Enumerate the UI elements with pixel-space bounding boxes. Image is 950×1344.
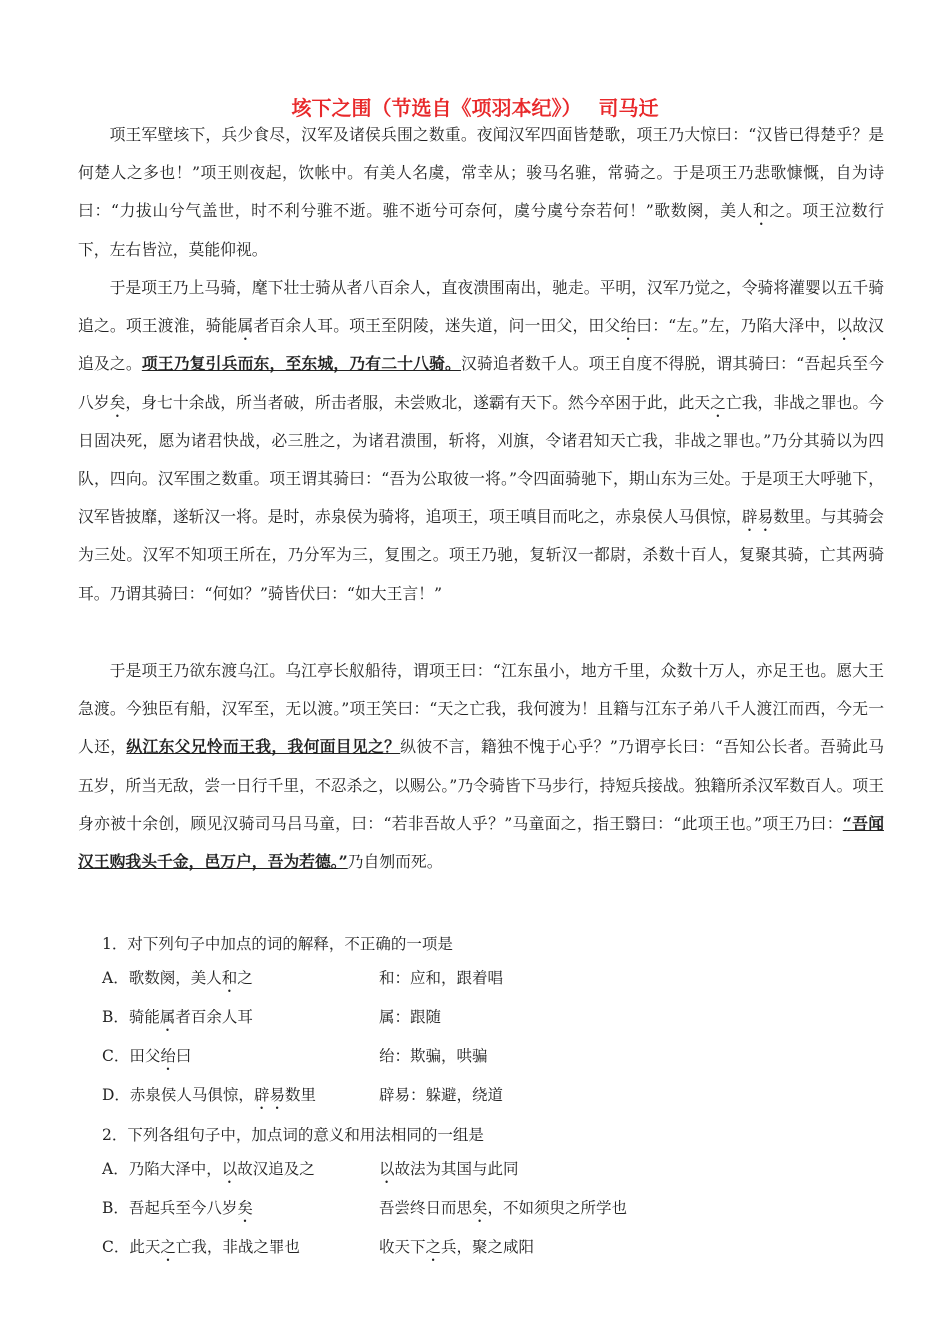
option-sentence xyxy=(102,1235,300,1265)
answer-option xyxy=(102,1235,862,1259)
option-sentence xyxy=(102,1005,253,1035)
text-run: 汉骑追者数千人。项王自度不得脱，谓其骑曰：“吾起兵至今八岁 xyxy=(78,354,884,412)
text-run: 数里 xyxy=(284,1086,316,1104)
text-run: 故汉追及之。 xyxy=(78,316,884,374)
text-run: 属：跟随 xyxy=(379,1008,442,1026)
question-stem: 2．下列各组句子中，加点词的意义和用法相同的一组是 xyxy=(102,1126,484,1144)
underlined-sentence: “吾闻汉王购我头千金，邑万户，吾为若德。” xyxy=(78,813,884,872)
text-run: 兵，聚之咸阳 xyxy=(441,1238,535,1256)
text-run: 辟易：躲避，绕道 xyxy=(379,1086,504,1104)
dotted-word: 矣 xyxy=(109,392,126,412)
option-sentence xyxy=(102,1044,191,1074)
underlined-sentence: 项王乃复引兵而东，至东城，乃有二十八骑。 xyxy=(141,354,462,374)
text-run: 故法为其国与此同 xyxy=(394,1160,519,1178)
text-run: 亡我，非战之罪也 xyxy=(175,1238,300,1256)
paragraph xyxy=(78,269,884,613)
dotted-word: 以 xyxy=(221,1160,238,1178)
dotted-word: 矣 xyxy=(237,1199,253,1217)
text-run: 收天下 xyxy=(379,1238,426,1256)
dotted-word: 之 xyxy=(710,392,726,412)
dotted-word: 绐 xyxy=(620,316,637,336)
text-run: 故汉追及之 xyxy=(237,1160,315,1178)
question-stem: 1．对下列句子中加点的词的解释，不正确的一项是 xyxy=(102,935,453,953)
option-gloss xyxy=(379,1196,627,1226)
text-run: 数里。与其骑会为三处。汉军不知项王所在，乃分军为三，复围之。项王乃驰，复斩汉一都尉，杀数十百人，复聚其骑，亡其两骑耳。乃谓其骑曰：“何如？”骑皆伏曰：“如大王言！” xyxy=(78,507,884,603)
dotted-word: 属 xyxy=(237,316,254,336)
option-gloss xyxy=(379,1157,519,1187)
text-run: 和：应和，跟着唱 xyxy=(379,969,504,987)
underlined-sentence: 纵江东父兄怜而王我，我何面目见之？ xyxy=(126,737,401,757)
option-gloss xyxy=(379,1083,503,1107)
dotted-word: 之 xyxy=(425,1238,442,1256)
dotted-word: 矣 xyxy=(472,1199,488,1217)
text-run: B．骑能 xyxy=(102,1008,160,1026)
text-run: 于是项王乃欲东渡乌江。乌江亭长舣船待，谓项王曰：“江东虽小，地方千里，众数十万人，亦足王也。愿大王急渡。今独臣有船，汉军至，无以渡。”项王笑曰：“天之亡我，我何渡为！且籍与江东子弟八千人渡江而西，今无一人还， xyxy=(78,661,884,757)
dotted-word: 辟易 xyxy=(741,507,774,527)
dotted-word: 以 xyxy=(836,316,853,336)
text-run: 项王军壁垓下，兵少食尽，汉军及诸侯兵围之数重。夜闻汉军四面皆楚歌，项王乃大惊曰：“汉皆已得楚乎？是何楚人之多也！”项王则夜起，饮帐中。有美人名虞，常幸从；骏马名骓，常骑之。于是项王乃悲歌慷慨，自为诗曰：“力拔山兮气盖世，时不利兮骓不逝。骓不逝兮可奈何，虞兮虞兮奈若何！”歌数阕，美人 xyxy=(78,125,884,221)
option-gloss xyxy=(379,1005,441,1029)
text-run: 吾尝终日而思 xyxy=(379,1199,473,1217)
text-run: 于是项王乃上马骑，麾下壮士骑从者八百余人，直夜溃围南出，驰走。平明，汉军乃觉之，令骑将灌婴以五千骑追之。项王渡淮，骑能 xyxy=(78,278,884,336)
option-sentence xyxy=(102,1196,253,1226)
option-gloss xyxy=(379,966,503,990)
text-run: A．乃陷大泽中， xyxy=(102,1160,222,1178)
document-title: 垓下之围（节选自《项羽本纪》） 司马迁 xyxy=(291,96,659,120)
text-run: A．歌数阕，美人 xyxy=(102,969,222,987)
dotted-word: 和 xyxy=(221,969,238,987)
dotted-word: 属 xyxy=(159,1008,176,1026)
text-run: D．赤泉侯人马俱惊， xyxy=(102,1086,254,1104)
answer-option xyxy=(102,1196,862,1220)
text-run: 纵彼不言，籍独不愧于心乎？”乃谓亭长曰：“吾知公长者。吾骑此马五岁，所当无敌，尝一日行千里，不忍杀之，以赐公。”乃令骑皆下马步行，持短兵接战。独籍所杀汉军数百人。项王身亦被十余创，顾见汉骑司马吕马童，曰：“若非吾故人乎？”马童面之，指王翳曰：“此项王也。”项王乃曰： xyxy=(78,737,884,833)
answer-option xyxy=(102,1083,862,1107)
text-run: B．吾起兵至今八岁 xyxy=(102,1199,238,1217)
text-run: ，不如须臾之所学也 xyxy=(487,1199,628,1217)
text-run: 曰 xyxy=(175,1047,192,1065)
dotted-word: 辟易 xyxy=(253,1086,285,1104)
text-run: 之。项王泣数行下，左右皆泣，莫能仰视。 xyxy=(78,201,884,259)
text-run: ，身七十余战，所当者破，所击者服，未尝败北，遂霸有天下。然今卒困于此，此天 xyxy=(125,392,711,412)
option-gloss xyxy=(379,1044,488,1068)
dotted-word: 以 xyxy=(379,1160,395,1178)
text-run: 绐：欺骗，哄骗 xyxy=(379,1047,488,1065)
paragraph xyxy=(78,116,884,269)
option-sentence xyxy=(102,1083,316,1113)
dotted-word: 和 xyxy=(753,201,770,221)
text-run: 曰：“左。”左，乃陷大泽中， xyxy=(636,316,837,336)
text-run: 者百余人耳 xyxy=(175,1008,253,1026)
text-run: C．此天 xyxy=(102,1238,161,1256)
answer-option xyxy=(102,1005,862,1029)
text-run: 之 xyxy=(237,969,253,987)
paragraph xyxy=(78,652,884,881)
option-sentence xyxy=(102,1157,315,1187)
dotted-word: 绐 xyxy=(160,1047,176,1065)
answer-option xyxy=(102,1157,862,1181)
answer-option xyxy=(102,966,862,990)
text-run: C．田父 xyxy=(102,1047,161,1065)
option-gloss xyxy=(379,1235,534,1265)
dotted-word: 之 xyxy=(160,1238,176,1256)
option-sentence xyxy=(102,966,253,996)
text-run: 乃自刎而死。 xyxy=(347,852,443,872)
text-run: 亡我，非战之罪也。今日固决死，愿为诸君快战，必三胜之，为诸君溃围，斩将，刈旗，令诸君知天亡我，非战之罪也。”乃分其骑以为四队，四向。汉军围之数重。项王谓其骑曰：“吾为公取彼一将。”令四面骑驰下，期山东为三处。于是项王大呼驰下，汉军皆披靡，遂斩汉一将。是时，赤泉侯为骑将，追项王，项王嗔目而叱之，赤泉侯人马俱惊， xyxy=(78,392,884,527)
text-run: 者百余人耳。项王至阴陵，迷失道，问一田父，田父 xyxy=(253,316,621,336)
answer-option xyxy=(102,1044,862,1068)
